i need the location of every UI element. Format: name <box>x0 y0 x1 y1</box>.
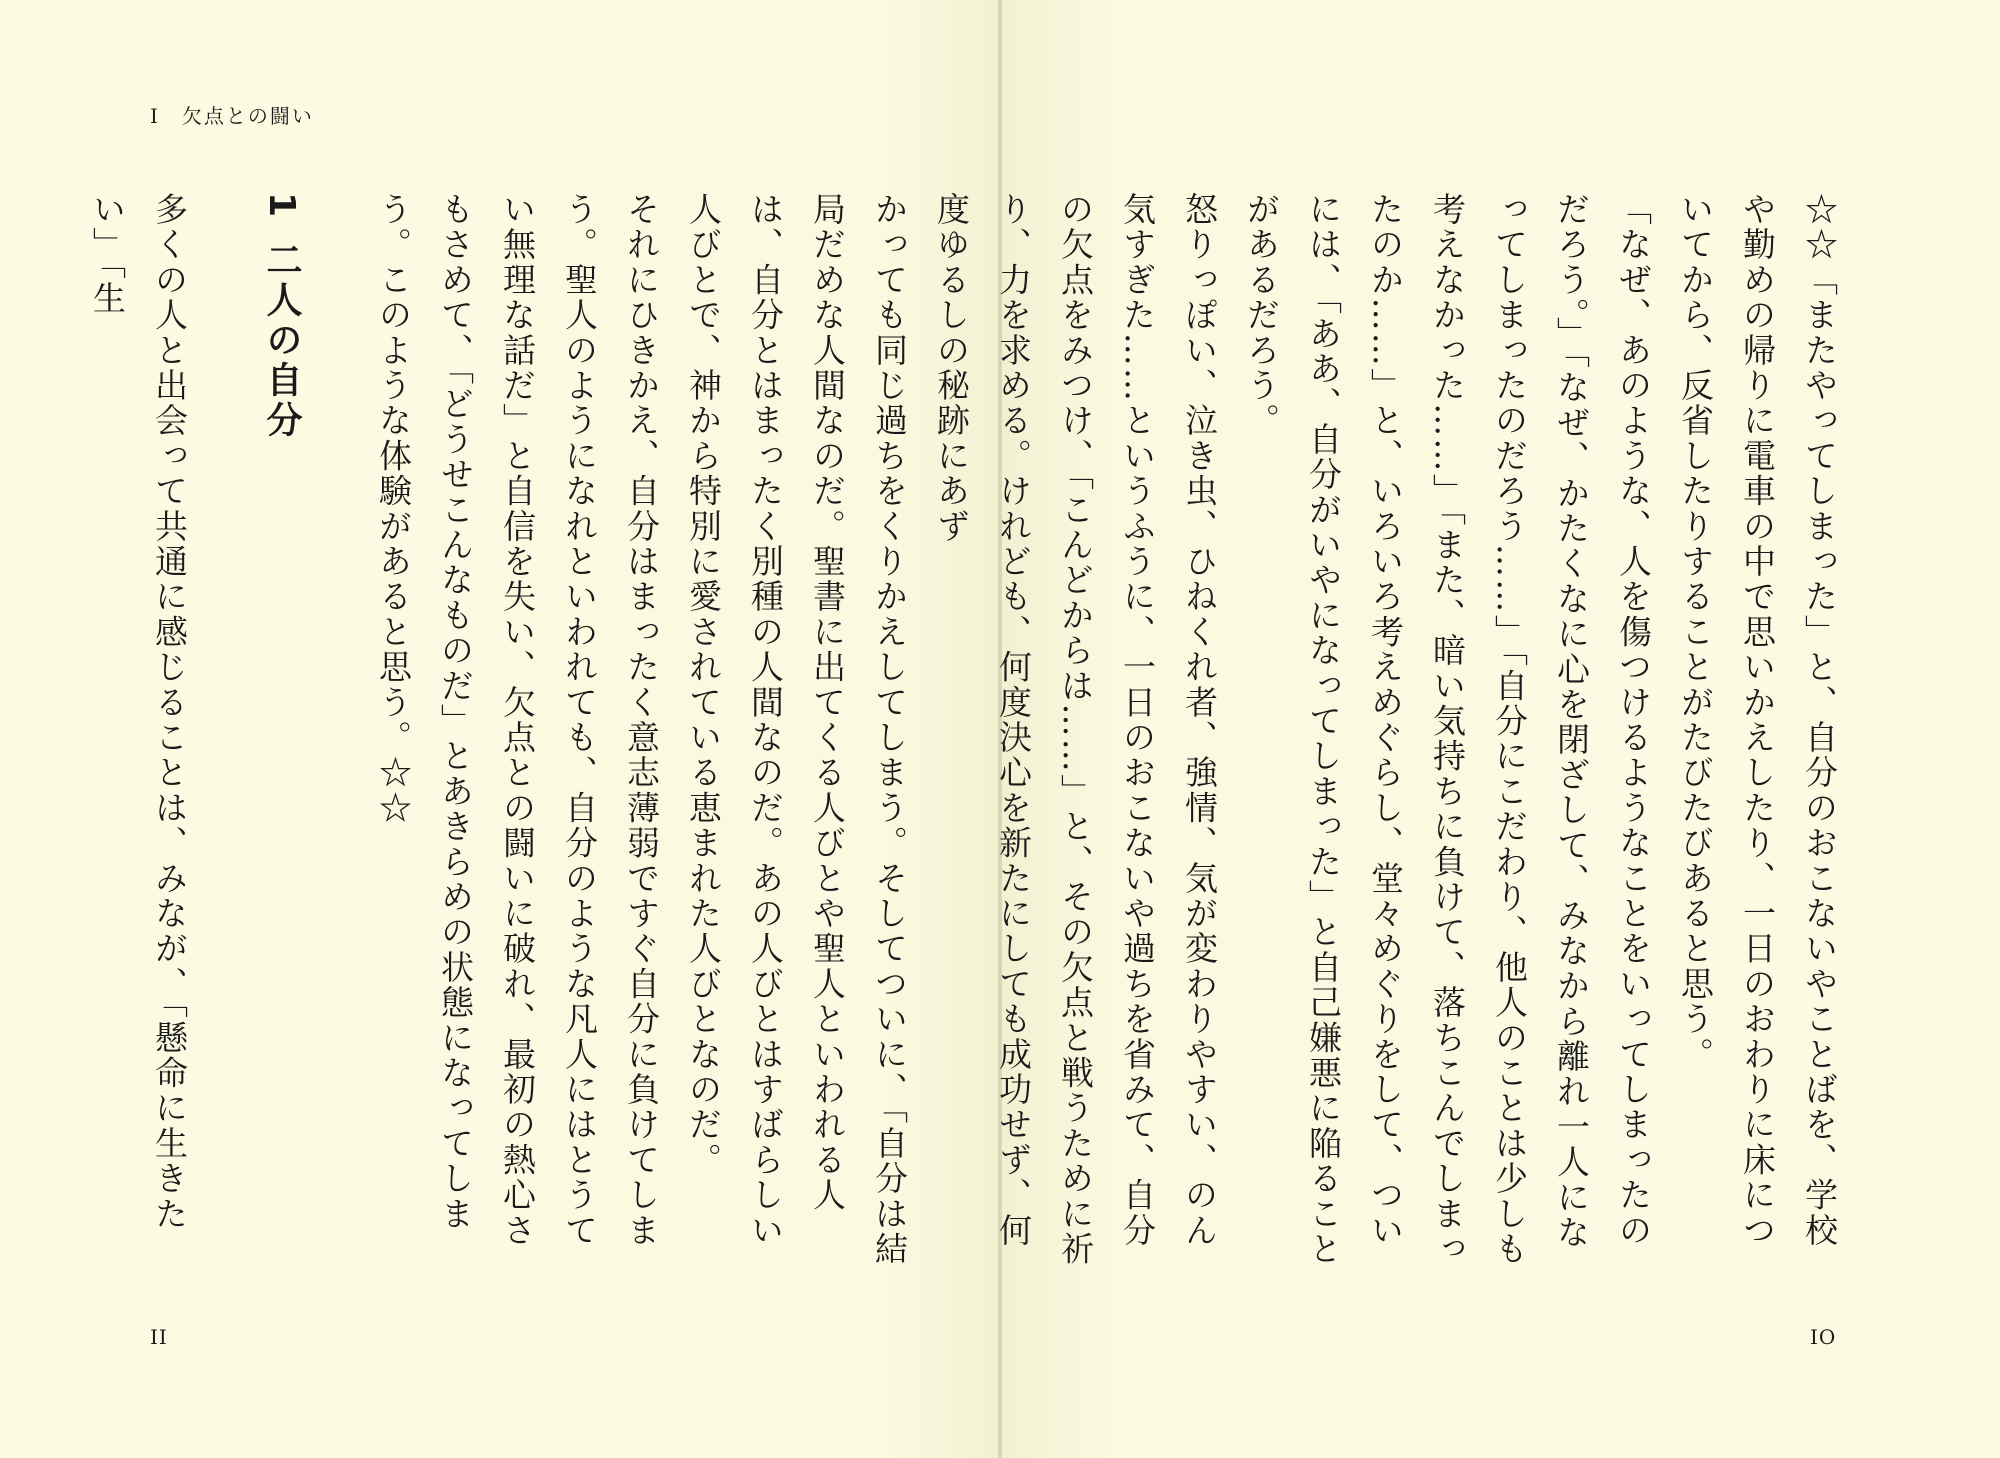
paragraph: 「なぜ、あのような、人を傷つけるようなことをいってしまったのだろう。」「なぜ、かたくなに心を閉ざして、みなから離れ一人になってしまったのだろう……」「自分にこだわり、他人のことは少しも考えなかった……」「また、暗い気持ちに負けて、落ちこんでしまったのか……」と、いろいろ考えめぐらし、堂々めぐりをして、ついには、「ああ、自分がいやになってしまった」と自己嫌悪に陥ることがあるだろう。 <box>1242 192 1653 1267</box>
right-page-text <box>932 192 1850 1272</box>
section-title: 二人の自分 <box>261 241 302 442</box>
section-number: 1 <box>261 192 302 222</box>
page-number-left: II <box>150 1325 168 1349</box>
running-head: I 欠点との闘い <box>150 104 314 128</box>
page-number-right: IO <box>1810 1325 1837 1349</box>
paragraph: ☆☆「またやってしまった」と、自分のおこないやことばを、学校や勤めの帰りに電車の中で思いかえしたり、一日のおわりに床についてから、反省したりすることがたびたびあると思う。 <box>1676 192 1839 1248</box>
left-page-text <box>88 192 920 1272</box>
paragraph: 怒りっぽい、泣き虫、ひねくれ者、強情、気が変わりやすい、のん気すぎた……というふうに、一日のおこないや過ちを省みて、自分の欠点をみつけ、「こんどからは……」と、その欠点と戦うために祈り、力を求める。けれども、何度決心を新たにしても成功せず、何度ゆるしの秘跡にあず <box>932 192 1219 1267</box>
paragraph: それにひきかえ、自分はまったく意志薄弱ですぐ自分に負けてしまう。聖人のようになれといわれても、自分のような凡人にはとうてい無理な話だ」と自信を失い、欠点との闘いに破れ、最初の熱心さもさめて、「どうせこんなものだ」とあきらめの状態になってしまう。このような体験があると思う。☆☆ <box>374 192 661 1248</box>
section-heading <box>250 192 312 1272</box>
paragraph: 多くの人と出会って共通に感じることは、みなが、「懸命に生きたい」「生 <box>88 192 189 1232</box>
paragraph: かっても同じ過ちをくりかえしてしまう。そしてついに、「自分は結局だめな人間なのだ。聖書に出てくる人びとや聖人といわれる人は、自分とはまったく別種の人間なのだ。あの人びとはすばらしい人びとで、神から特別に愛されている恵まれた人びとなのだ。 <box>684 192 909 1267</box>
